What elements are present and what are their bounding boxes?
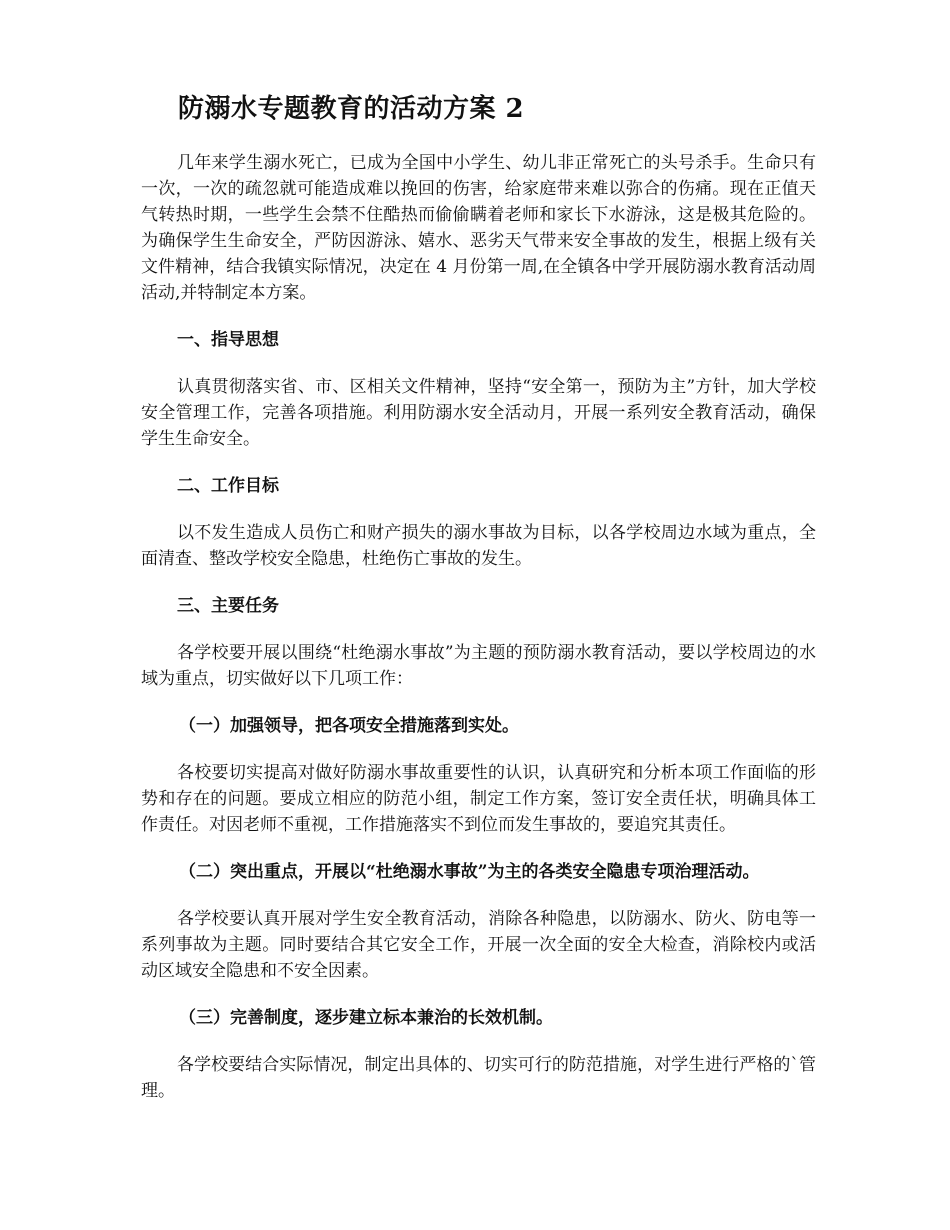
subheading-key-focus: （二）突出重点，开展以“杜绝溺水事故”为主的各类安全隐患专项治理活动。 xyxy=(179,862,760,882)
heading-work-goals: 二、工作目标 xyxy=(177,476,279,496)
paragraph-guiding-ideology: 认真贯彻落实省、市、区相关文件精神，坚持“安全第一，预防为主”方针，加大学校安全管理工作，完善各项措施。利用防溺水安全活动月，开展一系列安全教育活动，确保学生生命安全。 xyxy=(141,377,816,449)
paragraph-work-goals: 以不发生造成人员伤亡和财产损失的溺水事故为目标，以各学校周边水域为重点，全面清查、整改学校安全隐患，杜绝伤亡事故的发生。 xyxy=(141,523,816,569)
document-title: 防溺水专题教育的活动方案 2 xyxy=(178,94,525,124)
paragraph-leadership: 各校要切实提高对做好防溺水事故重要性的认识，认真研究和分析本项工作面临的形势和存在的问题。要成立相应的防范小组，制定工作方案，签订安全责任状，明确具体工作责任。对因老师不重视，工作措施落实不到位而发生事故的，要追究其责任。 xyxy=(141,763,816,835)
heading-guiding-ideology: 一、指导思想 xyxy=(177,330,279,350)
document-body xyxy=(141,150,816,1125)
paragraph-system: 各学校要结合实际情况，制定出具体的、切实可行的防范措施，对学生进行严格的`管理。 xyxy=(141,1055,816,1101)
heading-main-tasks: 三、主要任务 xyxy=(177,596,279,616)
paragraph-key-focus: 各学校要认真开展对学生安全教育活动，消除各种隐患，以防溺水、防火、防电等一系列事故为主题。同时要结合其它安全工作，开展一次全面的安全大检查，消除校内或活动区域安全隐患和不安全因素。 xyxy=(141,909,816,981)
paragraph-intro: 几年来学生溺水死亡，已成为全国中小学生、幼儿非正常死亡的头号杀手。生命只有一次，一次的疏忽就可能造成难以挽回的伤害，给家庭带来难以弥合的伤痛。现在正值天气转热时期，一些学生会禁不住酷热而偷偷瞒着老师和家长下水游泳，这是极其危险的。为确保学生生命安全，严防因游泳、嬉水、恶劣天气带来安全事故的发生，根据上级有关文件精神，结合我镇实际情况，决定在 4 月份第一周,在全镇各中学开展防溺水教育活动周活动,并特制定本方案。 xyxy=(141,153,816,303)
subheading-leadership: （一）加强领导，把各项安全措施落到实处。 xyxy=(179,716,519,736)
subheading-system: （三）完善制度，逐步建立标本兼治的长效机制。 xyxy=(179,1008,553,1028)
paragraph-main-tasks: 各学校要开展以围绕“杜绝溺水事故”为主题的预防溺水教育活动，要以学校周边的水域为重点，切实做好以下几项工作： xyxy=(141,643,816,689)
